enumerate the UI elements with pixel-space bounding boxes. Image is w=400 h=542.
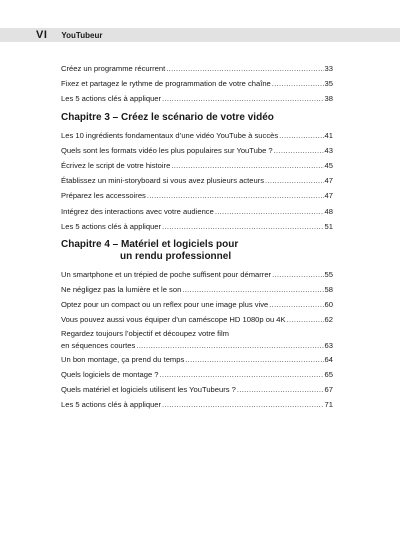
toc-entry-page: 71: [324, 400, 333, 410]
toc-entry-page: 55: [324, 269, 333, 279]
table-of-contents: [61, 61, 333, 412]
toc-leader-dots: [279, 128, 323, 143]
toc-entry-title: Créez un programme récurrent: [61, 64, 166, 73]
toc-entry-title-line-2: en séquences courtes: [61, 340, 136, 350]
toc-entry-title: Les 5 actions clés à appliquer: [61, 400, 162, 410]
toc-leader-dots: [215, 204, 324, 219]
running-header: [0, 28, 400, 42]
toc-leader-dots: [287, 312, 324, 327]
toc-entry: [61, 158, 333, 173]
toc-leader-dots: [265, 173, 324, 188]
toc-entry: [61, 397, 333, 412]
toc-entry-page: 58: [324, 285, 333, 295]
toc-leader-dots: [160, 367, 324, 382]
toc-entry-title: Quels matériel et logiciels utilisent les YouTubeurs ?: [61, 385, 236, 394]
toc-entry-page: 35: [324, 79, 333, 89]
toc-entry-title: Écrivez le script de votre histoire: [61, 160, 171, 170]
toc-entry-title: Préparez les accessoires: [61, 191, 146, 201]
toc-entry-title: Établissez un mini-storyboard si vous avez plusieurs acteurs: [61, 176, 265, 186]
toc-entry-page: 51: [324, 221, 333, 231]
toc-entry-page: 62: [324, 315, 333, 325]
toc-entry-title: Les 5 actions clés à appliquer: [61, 94, 162, 104]
toc-entry-page: 48: [324, 206, 333, 216]
toc-entry-page: 63: [324, 340, 333, 350]
toc-entry: [61, 367, 333, 382]
toc-leader-dots: [136, 339, 323, 352]
toc-entry: [61, 352, 333, 367]
toc-leader-dots: [162, 219, 324, 234]
toc-leader-dots: [166, 61, 323, 76]
toc-entry-title: Quels sont les formats vidéo les plus populaires sur YouTube ?: [61, 145, 273, 155]
toc-entry: [61, 267, 333, 282]
toc-entry-title: Vous pouvez aussi vous équiper d’un caméscope HD 1080p ou 4K: [61, 315, 286, 325]
toc-entry: [61, 219, 333, 234]
toc-entry-title-line-1: Regardez toujours l’objectif et découpez votre film: [61, 328, 229, 338]
toc-leader-dots: [182, 282, 323, 297]
toc-entry-page: 38: [324, 94, 333, 104]
toc-entry: [61, 173, 333, 188]
chapter-4-heading: [61, 239, 333, 263]
toc-entry-page: 41: [324, 130, 333, 140]
toc-entry: [61, 128, 333, 143]
toc-entry: [61, 204, 333, 219]
toc-entry: [61, 382, 333, 397]
toc-entry-page: 60: [324, 300, 333, 310]
toc-entry-page: 64: [324, 354, 333, 364]
toc-leader-dots: [185, 352, 323, 367]
toc-entry-title: Quels logiciels de montage ?: [61, 369, 159, 379]
page-number: VI: [36, 29, 48, 41]
toc-entry-title: Un smartphone et un trépied de poche suffisent pour démarrer: [61, 269, 272, 279]
toc-entry-title: Un bon montage, ça prend du temps: [61, 354, 185, 364]
toc-entry-title: Optez pour un compact ou un reflex pour une image plus vive: [61, 300, 269, 310]
toc-entry-page: 65: [324, 369, 333, 379]
toc-entry: [61, 61, 333, 76]
toc-entry-page: 67: [324, 385, 333, 394]
toc-leader-dots: [274, 143, 324, 158]
chapter-3-heading: Chapitre 3 – Créez le scénario de votre vidéo: [61, 111, 274, 123]
toc-entry-title: Les 10 ingrédients fondamentaux d’une vidéo YouTube à succès: [61, 130, 279, 140]
toc-leader-dots: [237, 382, 324, 397]
chapter-3-entries: [61, 128, 333, 234]
toc-entry-title: Intégrez des interactions avec votre audience: [61, 206, 214, 216]
toc-leader-dots: [272, 267, 323, 282]
toc-entry: [61, 282, 333, 297]
toc-leader-dots: [162, 397, 324, 412]
toc-entry-page: 45: [324, 160, 333, 170]
chapter-4-title-line-1: Chapitre 4 – Matériel et logiciels pour: [61, 238, 239, 250]
toc-entry: [61, 297, 333, 312]
toc-entry-page: 47: [324, 176, 333, 186]
toc-leader-dots: [147, 188, 324, 203]
toc-leader-dots: [171, 158, 323, 173]
toc-entry-title: Ne négligez pas la lumière et le son: [61, 285, 182, 295]
toc-leader-dots: [272, 76, 324, 91]
toc-entry-line-2: [61, 339, 333, 352]
toc-entry-title: Les 5 actions clés à appliquer: [61, 221, 162, 231]
toc-entry: [61, 143, 333, 158]
chapter-4-title-line-2: un rendu professionnel: [120, 250, 232, 262]
toc-entry: [61, 91, 333, 106]
toc-entry-page: 33: [324, 64, 333, 73]
running-title: YouTubeur: [61, 30, 103, 40]
toc-entry-multiline: [61, 328, 333, 352]
toc-entry: [61, 76, 333, 91]
toc-leader-dots: [162, 91, 324, 106]
toc-entry: [61, 188, 333, 203]
toc-entry: [61, 312, 333, 327]
toc-entry-page: 47: [324, 191, 333, 201]
toc-leader-dots: [269, 297, 323, 312]
chapter-4-entries: [61, 267, 333, 413]
toc-group-1: [61, 61, 333, 107]
toc-entry-title: Fixez et partagez le rythme de programmation de votre chaîne: [61, 79, 271, 89]
toc-entry-page: 43: [324, 145, 333, 155]
